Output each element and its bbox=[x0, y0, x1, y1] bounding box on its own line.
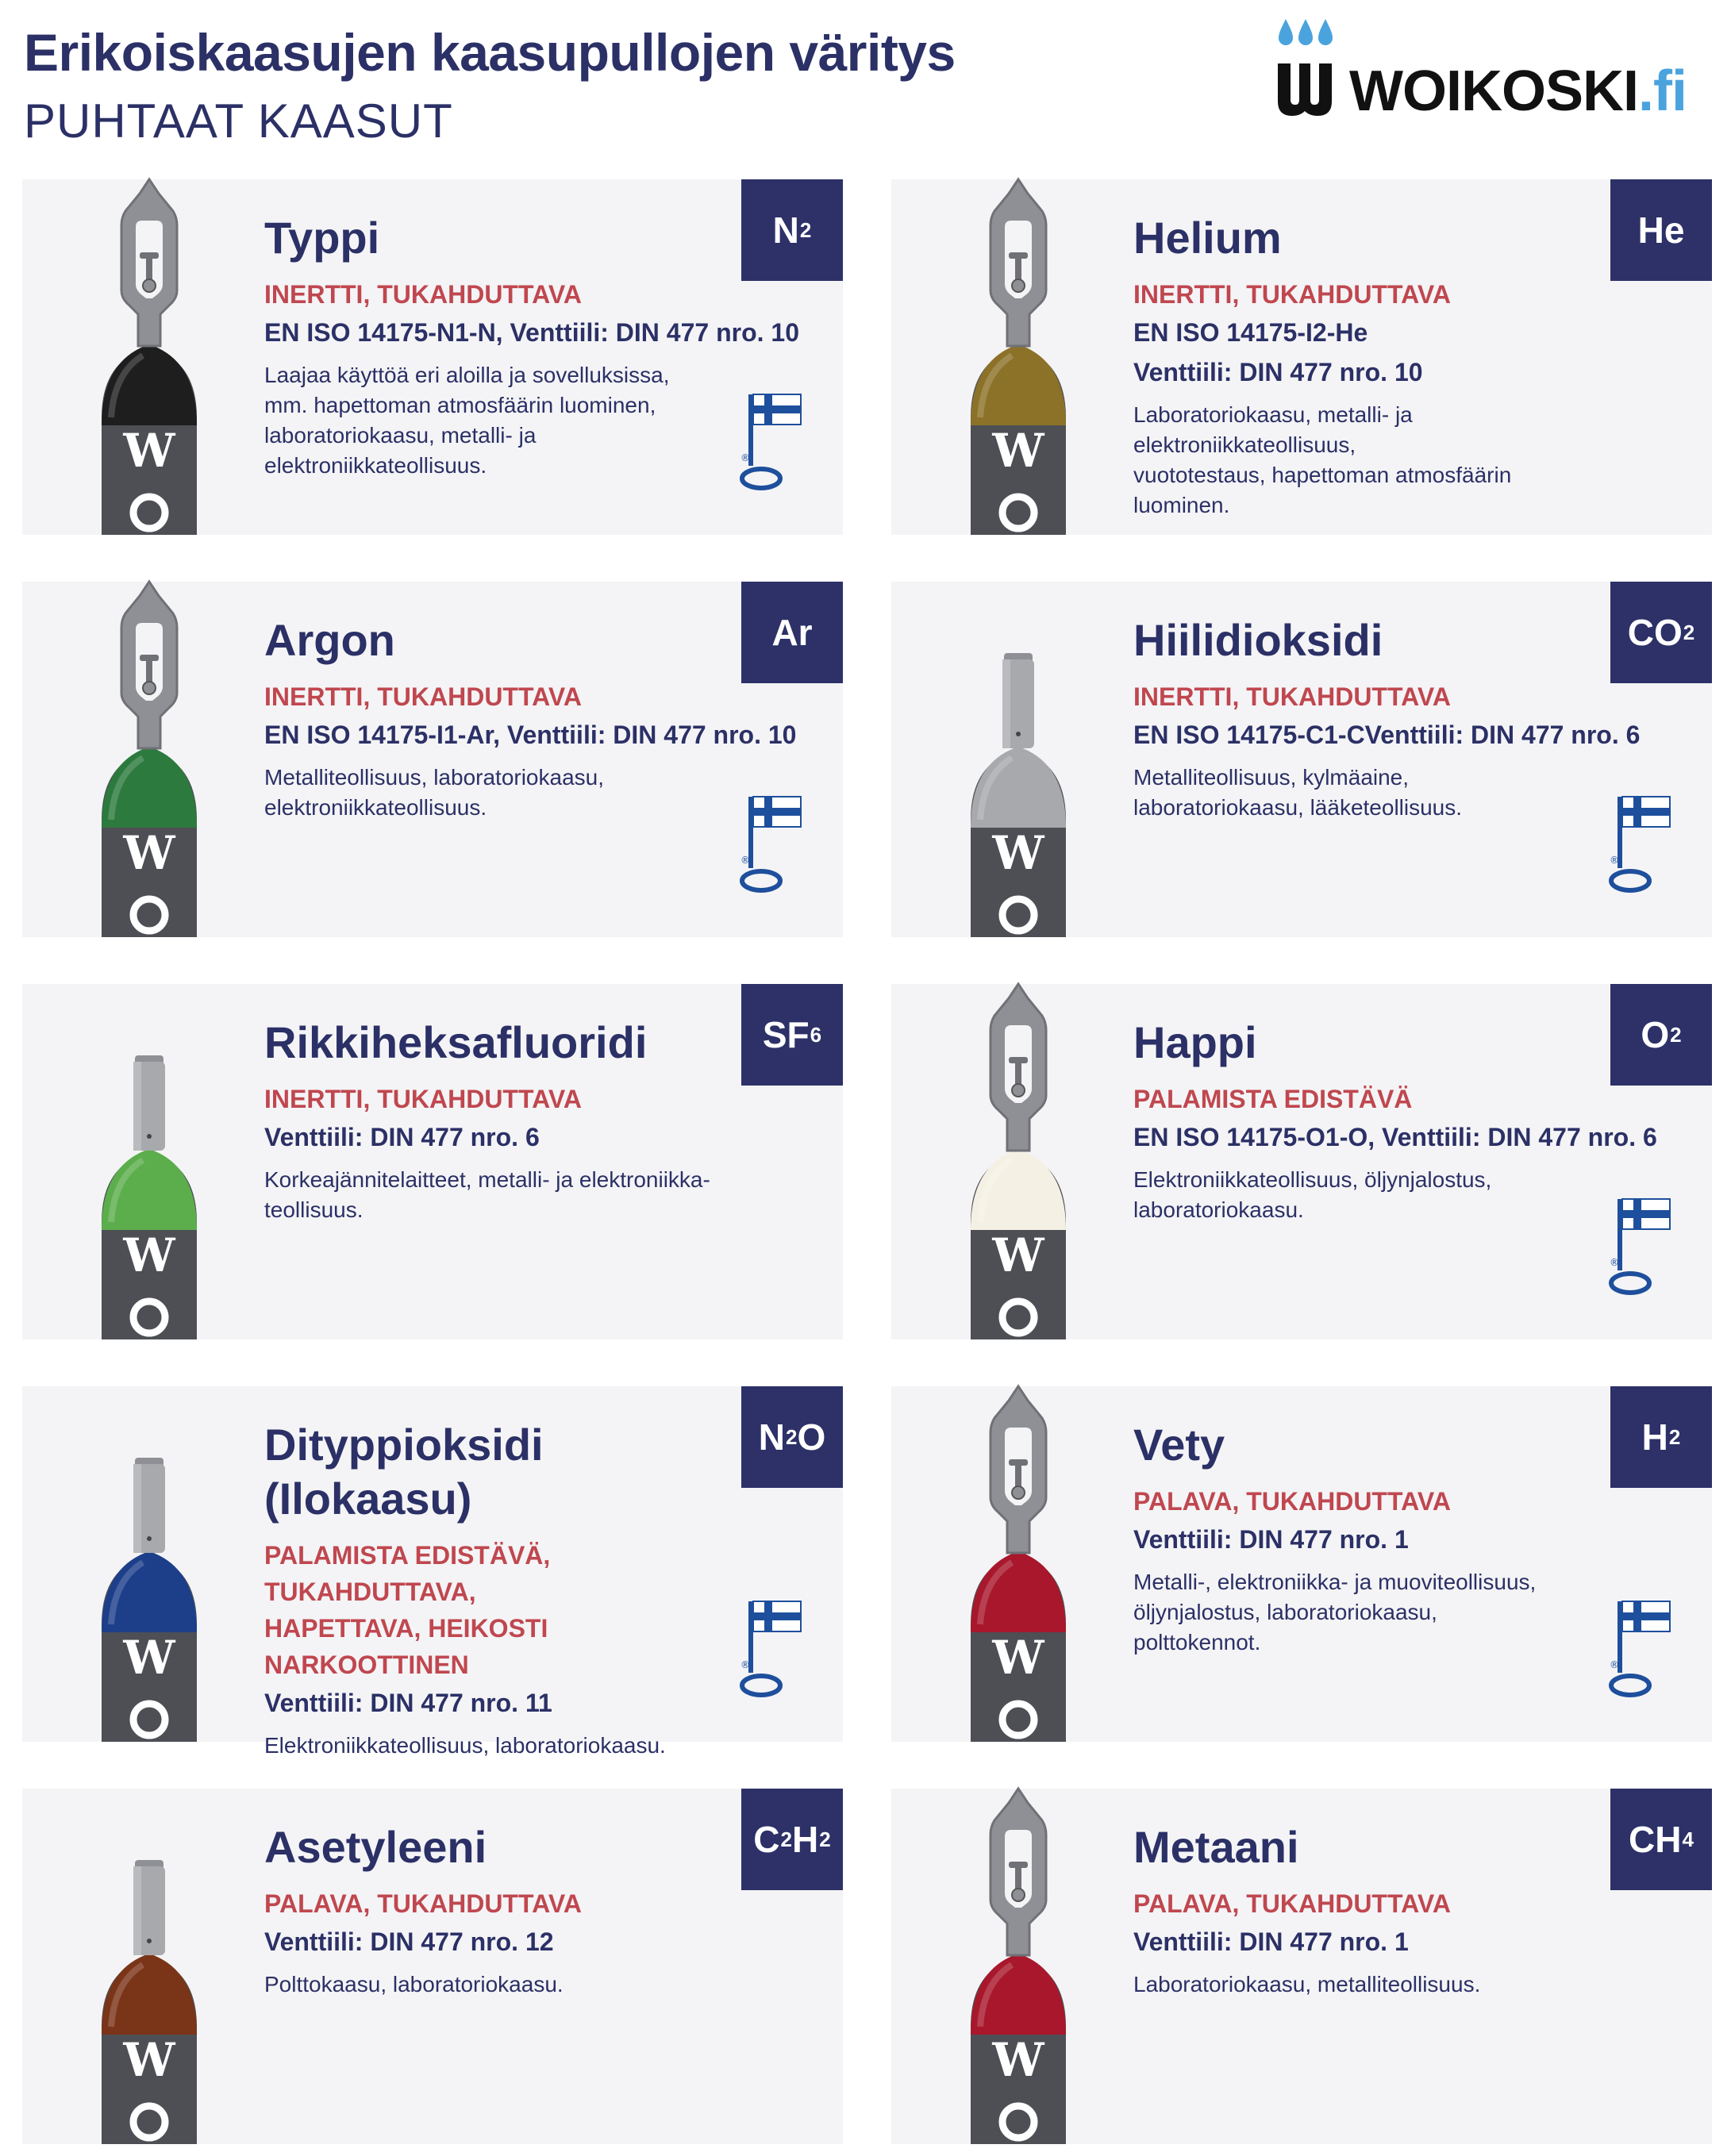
valve-cap bbox=[1002, 653, 1034, 748]
gas-cylinder bbox=[939, 984, 1114, 1339]
spec-line: Venttiili: DIN 477 nro. 11 bbox=[264, 1689, 552, 1717]
spec-line: Venttiili: DIN 477 nro. 1 bbox=[1133, 1927, 1409, 1956]
gas-cylinder-icon bbox=[939, 1386, 1114, 1742]
gas-name: Typpi bbox=[264, 213, 380, 263]
finnish-flag-key-icon bbox=[740, 390, 804, 493]
gas-card bbox=[891, 582, 1712, 937]
svg-text:®: ® bbox=[740, 452, 750, 463]
gas-description: Polttokaasu, laboratoriokaasu. bbox=[264, 1972, 564, 1997]
gas-info bbox=[1133, 1820, 1610, 2000]
finnish-flag-key-icon bbox=[740, 1597, 804, 1700]
finnish-key-flag bbox=[1610, 1194, 1673, 1297]
gas-cylinder bbox=[70, 984, 244, 1339]
chemical-symbol-badge: SF 6 bbox=[741, 984, 843, 1086]
bottle-letter-w: W bbox=[992, 2033, 1044, 2087]
gas-description: Laboratoriokaasu, metalliteollisuus. bbox=[1133, 1972, 1481, 1997]
gas-description: Metalliteollisuus, kylmäaine, laboratoriokaasu, lääketeollisuus. bbox=[1133, 765, 1463, 820]
gas-cylinder-icon bbox=[939, 179, 1114, 535]
gas-name: Vety bbox=[1133, 1420, 1225, 1470]
gas-cylinder-icon bbox=[939, 1789, 1114, 2144]
gas-info bbox=[1133, 1016, 1657, 1225]
hazard-label: PALAMISTA EDISTÄVÄ bbox=[1133, 1085, 1413, 1113]
spec-line: EN ISO 14175-I1-Ar, Venttiili: DIN 477 nro. 10 bbox=[264, 721, 797, 749]
valve-cap bbox=[133, 1458, 165, 1553]
finnish-key-flag bbox=[740, 390, 804, 493]
chemical-symbol-badge: CH 4 bbox=[1610, 1789, 1712, 1890]
hazard-label: INERTTI, TUKAHDUTTAVA bbox=[264, 280, 582, 309]
bottle-letter-w: W bbox=[992, 424, 1044, 478]
valve-guard bbox=[121, 179, 177, 346]
chemical-symbol-badge: N 2 bbox=[741, 179, 843, 281]
gas-cylinder-icon bbox=[939, 582, 1114, 937]
gas-info bbox=[1133, 613, 1641, 823]
spec-line: EN ISO 14175-I2-He bbox=[1133, 318, 1368, 347]
water-drops-icon bbox=[1278, 17, 1333, 52]
hazard-label: INERTTI, TUKAHDUTTAVA bbox=[264, 682, 582, 711]
gas-card bbox=[22, 1386, 843, 1758]
bottle-letter-w: W bbox=[992, 1228, 1044, 1282]
gas-name: Dityppioksidi (Ilokaasu) bbox=[264, 1420, 544, 1524]
chemical-symbol-badge: Ar bbox=[741, 582, 843, 683]
gas-cylinder bbox=[939, 1386, 1114, 1742]
gas-cylinder-icon bbox=[70, 984, 244, 1339]
gas-name: Metaani bbox=[1133, 1822, 1299, 1872]
finnish-flag-key-icon bbox=[1610, 792, 1673, 895]
chemical-symbol-badge: N 2 O bbox=[741, 1386, 843, 1488]
spec-line: EN ISO 14175-O1-O, Venttiili: DIN 477 nro. 6 bbox=[1133, 1123, 1657, 1151]
valve-guard bbox=[991, 179, 1046, 346]
spec-line: EN ISO 14175-C1-CVenttiili: DIN 477 nro. 6 bbox=[1133, 721, 1641, 749]
finnish-flag-key-icon bbox=[1610, 1194, 1673, 1297]
bottle-letter-w: W bbox=[123, 424, 175, 478]
spec-line: Venttiili: DIN 477 nro. 12 bbox=[264, 1927, 554, 1956]
gas-info bbox=[264, 1016, 740, 1225]
finnish-flag-key-icon bbox=[1610, 1597, 1673, 1700]
gas-info bbox=[264, 613, 797, 823]
gas-card bbox=[22, 1789, 843, 2144]
finnish-key-flag bbox=[1610, 792, 1673, 895]
gas-name: Hiilidioksidi bbox=[1133, 615, 1383, 665]
page-subtitle: PUHTAAT KAASUT bbox=[24, 94, 453, 148]
woikoski-logo[interactable] bbox=[1276, 17, 1721, 121]
spec-line: Venttiili: DIN 477 nro. 6 bbox=[264, 1123, 540, 1151]
valve-cap bbox=[133, 1055, 165, 1151]
svg-text:®: ® bbox=[1610, 855, 1619, 866]
logo-text: WOIKOSKI.fi bbox=[1349, 60, 1687, 123]
chemical-symbol-badge: H 2 bbox=[1610, 1386, 1712, 1488]
hazard-label: PALAVA, TUKAHDUTTAVA bbox=[1133, 1487, 1451, 1516]
bottle-letter-w: W bbox=[123, 826, 175, 880]
gas-cylinder bbox=[939, 179, 1114, 535]
woikoski-w-icon bbox=[1276, 63, 1333, 116]
hazard-label: INERTTI, TUKAHDUTTAVA bbox=[264, 1085, 582, 1113]
chemical-symbol-badge: CO 2 bbox=[1610, 582, 1712, 683]
bottle-letter-w: W bbox=[123, 1228, 175, 1282]
gas-cylinder bbox=[70, 582, 244, 937]
gas-cylinder-icon bbox=[70, 1789, 244, 2144]
finnish-key-flag bbox=[740, 792, 804, 895]
gas-info bbox=[1133, 1418, 1610, 1658]
gas-cylinder-icon bbox=[70, 582, 244, 937]
bottle-letter-w: W bbox=[992, 1631, 1044, 1685]
hazard-label: INERTTI, TUKAHDUTTAVA bbox=[1133, 682, 1451, 711]
finnish-flag-key-icon bbox=[740, 792, 804, 895]
chemical-symbol-badge: O 2 bbox=[1610, 984, 1712, 1086]
spec-line: EN ISO 14175-N1-N, Venttiili: DIN 477 nro. 10 bbox=[264, 318, 799, 347]
valve-guard bbox=[991, 1386, 1046, 1553]
hazard-label: INERTTI, TUKAHDUTTAVA bbox=[1133, 280, 1451, 309]
chemical-symbol-badge: He bbox=[1610, 179, 1712, 281]
hazard-label: PALAVA, TUKAHDUTTAVA bbox=[1133, 1889, 1451, 1918]
gas-card bbox=[22, 582, 843, 937]
gas-name: Helium bbox=[1133, 213, 1282, 263]
gas-cylinder bbox=[70, 1789, 244, 2144]
gas-name: Happi bbox=[1133, 1017, 1257, 1067]
gas-name: Asetyleeni bbox=[264, 1822, 487, 1872]
finnish-key-flag bbox=[740, 1597, 804, 1700]
valve-guard bbox=[991, 1789, 1046, 1955]
gas-card bbox=[891, 179, 1712, 535]
gas-info bbox=[1133, 211, 1610, 521]
valve-guard bbox=[121, 582, 177, 748]
bottle-letter-w: W bbox=[123, 2033, 175, 2087]
gas-name: Rikkiheksafluoridi bbox=[264, 1017, 648, 1067]
gas-description: Laajaa käyttöä eri aloilla ja sovelluksissa, mm. hapettoman atmosfäärin luominen, laboratoriokaasu, metalli- ja elektroniikkateollisuus. bbox=[264, 363, 670, 478]
chemical-symbol-badge: C 2 H 2 bbox=[741, 1789, 843, 1890]
gas-card bbox=[891, 1386, 1712, 1742]
svg-text:®: ® bbox=[1610, 1257, 1619, 1268]
valve-guard bbox=[991, 984, 1046, 1151]
spec-line: Venttiili: DIN 477 nro. 1 bbox=[1133, 1525, 1409, 1554]
gas-name: Argon bbox=[264, 615, 395, 665]
spec-line-2: Venttiili: DIN 477 nro. 10 bbox=[1133, 358, 1423, 386]
gas-cylinder bbox=[939, 582, 1114, 937]
gas-cylinder-icon bbox=[939, 984, 1114, 1339]
page-title: Erikoiskaasujen kaasupullojen väritys bbox=[24, 23, 956, 82]
gas-description: Laboratoriokaasu, metalli- ja elektroniikkateollisuus, vuototestaus, hapettoman atmosfäärin luominen. bbox=[1133, 402, 1512, 517]
hazard-label: PALAMISTA EDISTÄVÄ, TUKAHDUTTAVA, HAPETTAVA, HEIKOSTI NARKOOTTINEN bbox=[264, 1541, 551, 1679]
gas-info bbox=[264, 1418, 740, 1761]
svg-text:®: ® bbox=[1610, 1659, 1619, 1670]
gas-description: Elektroniikkateollisuus, laboratoriokaasu. bbox=[264, 1733, 666, 1758]
gas-card bbox=[891, 1789, 1712, 2144]
svg-text:®: ® bbox=[740, 1659, 750, 1670]
gas-card bbox=[891, 984, 1712, 1339]
hazard-label: PALAVA, TUKAHDUTTAVA bbox=[264, 1889, 582, 1918]
gas-info bbox=[264, 1820, 740, 2000]
gas-card bbox=[22, 984, 843, 1339]
gas-cylinder bbox=[939, 1789, 1114, 2144]
bottle-letter-w: W bbox=[992, 826, 1044, 880]
gas-description: Korkeajännitelaitteet, metalli- ja elektroniikka- teollisuus. bbox=[264, 1167, 710, 1222]
gas-cylinder-icon bbox=[70, 179, 244, 535]
gas-description: Metalli-, elektroniikka- ja muoviteollisuus, öljynjalostus, laboratoriokaasu, polttokennot. bbox=[1133, 1570, 1537, 1654]
bottle-letter-w: W bbox=[123, 1631, 175, 1685]
gas-cylinder bbox=[70, 1386, 244, 1742]
svg-text:®: ® bbox=[740, 855, 750, 866]
valve-cap bbox=[133, 1860, 165, 1955]
gas-description: Elektroniikkateollisuus, öljynjalostus, laboratoriokaasu. bbox=[1133, 1167, 1492, 1222]
finnish-key-flag bbox=[1610, 1597, 1673, 1700]
gas-cylinder-icon bbox=[70, 1386, 244, 1742]
gas-description: Metalliteollisuus, laboratoriokaasu, elektroniikkateollisuus. bbox=[264, 765, 604, 820]
gas-cylinder bbox=[70, 179, 244, 535]
gas-card bbox=[22, 179, 843, 535]
